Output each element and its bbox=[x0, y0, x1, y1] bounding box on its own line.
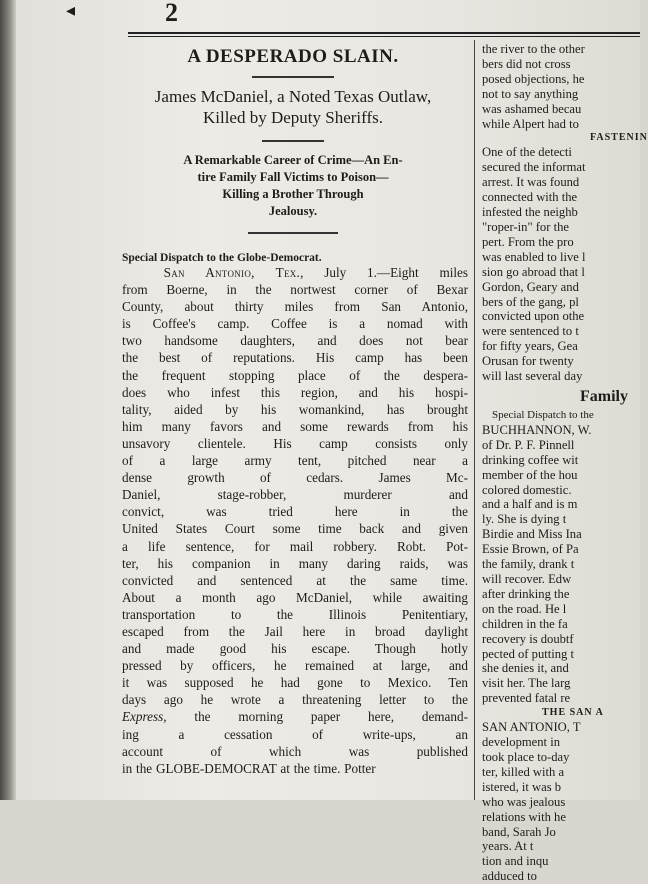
adjacent-line: and a half and is m bbox=[482, 497, 578, 512]
body-line: two handsome daughters, and does not bear bbox=[122, 333, 468, 349]
article-headline: A DESPERADO SLAIN. bbox=[187, 46, 399, 67]
adjacent-line: One of the detecti bbox=[482, 145, 572, 160]
adjacent-line: children in the fa bbox=[482, 616, 568, 631]
adjacent-line: was enabled to live l bbox=[482, 249, 586, 264]
adjacent-line: tion and inqu bbox=[482, 854, 549, 869]
adjacent-line: will last several day bbox=[482, 369, 583, 384]
body-line: Daniel, stage-robber, murderer and bbox=[122, 487, 468, 503]
body-line: the best of reputations. His camp has been bbox=[122, 350, 468, 366]
body-line: is Coffee's camp. Coffee is a nomad with bbox=[122, 316, 468, 332]
body-line: him many favors and some rewards from his bbox=[122, 418, 468, 434]
edge-mark-icon: ◂ bbox=[66, 0, 76, 20]
body-line: pressed by officers, he remained at large, and bbox=[122, 658, 468, 674]
adjacent-line: adduced to bbox=[482, 869, 537, 884]
body-line: days ago he wrote a threatening letter to the bbox=[122, 692, 468, 708]
article-deck bbox=[122, 152, 464, 220]
adjacent-line: bers did not cross bbox=[482, 56, 571, 71]
adjacent-line: on the road. He l bbox=[482, 601, 567, 616]
adjacent-subhead: THE SAN A bbox=[542, 707, 604, 719]
adjacent-line: band, Sarah Jo bbox=[482, 824, 556, 839]
subhead-rule bbox=[262, 140, 324, 142]
adjacent-line: SAN ANTONIO, T bbox=[482, 720, 581, 735]
adjacent-line: was ashamed becau bbox=[482, 101, 582, 116]
body-line: from Boerne, in the nortwest corner of Bexar bbox=[122, 282, 468, 298]
adjacent-line: she denies it, and bbox=[482, 661, 569, 676]
body-line: convict, was tried here in the bbox=[122, 504, 468, 520]
adjacent-line: connected with the bbox=[482, 190, 578, 205]
adjacent-subhead: FASTENIN bbox=[590, 132, 648, 144]
adjacent-line: drinking coffee wit bbox=[482, 452, 579, 467]
adjacent-line: who was jealous bbox=[482, 794, 566, 809]
body-line: a life sentence, for mail robbery. Robt. Pot- bbox=[122, 538, 468, 554]
body-line: account of which was published bbox=[122, 743, 468, 759]
body-line: ing a cessation of write-ups, an bbox=[122, 726, 468, 742]
adjacent-line: Birdie and Miss Ina bbox=[482, 527, 582, 542]
dateline: San Antonio, Tex. bbox=[163, 265, 301, 280]
adjacent-line: "roper-in" for the bbox=[482, 219, 569, 234]
adjacent-line: were sentenced to t bbox=[482, 324, 579, 339]
body-line bbox=[122, 264, 468, 281]
adjacent-line: bers of the gang, pl bbox=[482, 294, 579, 309]
top-rule bbox=[128, 32, 640, 37]
adjacent-line: infested the neighb bbox=[482, 205, 578, 220]
adjacent-line: relations with he bbox=[482, 809, 566, 824]
deck-line: Jealousy. bbox=[268, 204, 318, 218]
body-line-text: , July 1.—Eight miles bbox=[300, 265, 469, 280]
headline-rule bbox=[252, 76, 334, 78]
dispatch-line: Special Dispatch to the Globe-Democrat. bbox=[122, 252, 322, 264]
body-line: of a large army tent, pitched near a bbox=[122, 453, 468, 469]
article-column bbox=[118, 44, 468, 777]
body-line: unsavory clientele. His camp consists only bbox=[122, 435, 468, 451]
body-line: the frequent stopping place of the despera- bbox=[122, 367, 468, 383]
body-line: Express, the morning paper here, demand- bbox=[122, 709, 468, 725]
newspaper-name: Express bbox=[122, 709, 164, 725]
deck-line: tire Family Fall Victims to Poison— bbox=[197, 170, 389, 184]
deck-line: Killing a Brother Through bbox=[222, 187, 364, 201]
adjacent-line: BUCHHANNON, W. bbox=[482, 422, 592, 437]
adjacent-line: Orusan for twenty bbox=[482, 354, 574, 369]
adjacent-line: prevented fatal re bbox=[482, 691, 571, 706]
page-number: 2 bbox=[165, 0, 178, 27]
adjacent-section-title: Family bbox=[580, 387, 628, 405]
adjacent-line: while Alpert had to bbox=[482, 116, 579, 131]
body-line: About a month ago McDaniel, while awaiting bbox=[122, 589, 468, 605]
adjacent-line: took place to-day bbox=[482, 749, 570, 764]
article-subhead bbox=[118, 86, 468, 128]
body-line: it was supposed he had gone to Mexico. Ten bbox=[122, 675, 468, 691]
body-line: dense growth of cedars. James Mc- bbox=[122, 470, 468, 486]
adjacent-line: member of the hou bbox=[482, 467, 578, 482]
adjacent-line: posed objections, he bbox=[482, 71, 585, 86]
adjacent-line: colored domestic. bbox=[482, 482, 572, 497]
adjacent-line: development in bbox=[482, 735, 560, 750]
adjacent-line: Gordon, Geary and bbox=[482, 279, 579, 294]
body-line: United States Court some time back and given bbox=[122, 521, 468, 537]
adjacent-line: for fifty years, Gea bbox=[482, 339, 578, 354]
deck-rule bbox=[248, 232, 338, 234]
deck-line: A Remarkable Career of Crime—An En- bbox=[183, 153, 403, 167]
subhead-line: Killed by Deputy Sheriffs. bbox=[202, 108, 384, 127]
adjacent-line: not to say anything bbox=[482, 86, 579, 101]
subhead-line: James McDaniel, a Noted Texas Outlaw, bbox=[154, 87, 432, 106]
body-line: ter, his companion in many daring raids, was bbox=[122, 555, 468, 571]
body-line: does who infest this region, and his hospi- bbox=[122, 384, 468, 400]
adjacent-line: Essie Brown, of Pa bbox=[482, 542, 579, 557]
adjacent-line: ly. She is dying t bbox=[482, 512, 567, 527]
body-line: and made good his escape. Though hotly bbox=[122, 641, 468, 657]
adjacent-line: will recover. Edw bbox=[482, 572, 572, 586]
adjacent-line: pected of putting t bbox=[482, 646, 574, 661]
adjacent-line: convicted upon othe bbox=[482, 309, 585, 324]
column-divider bbox=[474, 40, 475, 800]
body-line: transportation to the Illinois Penitentiary, bbox=[122, 606, 468, 622]
body-line: in the GLOBE-DEMOCRAT at the time. Potter bbox=[122, 760, 376, 776]
adjacent-line: sion go abroad that l bbox=[482, 264, 585, 279]
adjacent-line: pert. From the pro bbox=[482, 234, 574, 249]
body-line: tality, aided by his womankind, has brought bbox=[122, 401, 468, 417]
adjacent-line: visit her. The larg bbox=[482, 676, 571, 691]
adjacent-line: after drinking the bbox=[482, 586, 570, 601]
body-line: escaped from the Jail here in broad daylight bbox=[122, 623, 468, 639]
adjacent-line: arrest. It was found bbox=[482, 175, 580, 190]
adjacent-line: recovery is doubtf bbox=[482, 631, 574, 646]
adjacent-line: the family, drank t bbox=[482, 557, 575, 572]
page-gutter-shadow bbox=[0, 0, 16, 800]
article-body bbox=[122, 264, 468, 777]
adjacent-line: istered, it was b bbox=[482, 779, 562, 794]
adjacent-line: ter, killed with a bbox=[482, 764, 565, 779]
adjacent-column bbox=[482, 42, 648, 884]
adjacent-line: of Dr. P. F. Pinnell bbox=[482, 437, 575, 452]
body-line: convicted and sentenced at the same time. bbox=[122, 572, 468, 588]
adjacent-line: secured the informat bbox=[482, 160, 586, 175]
adjacent-dispatch: Special Dispatch to the bbox=[492, 408, 594, 421]
adjacent-line: the river to the other bbox=[482, 42, 585, 56]
body-line: County, about thirty miles from San Antonio, bbox=[122, 299, 468, 315]
adjacent-line: years. At t bbox=[482, 839, 534, 854]
